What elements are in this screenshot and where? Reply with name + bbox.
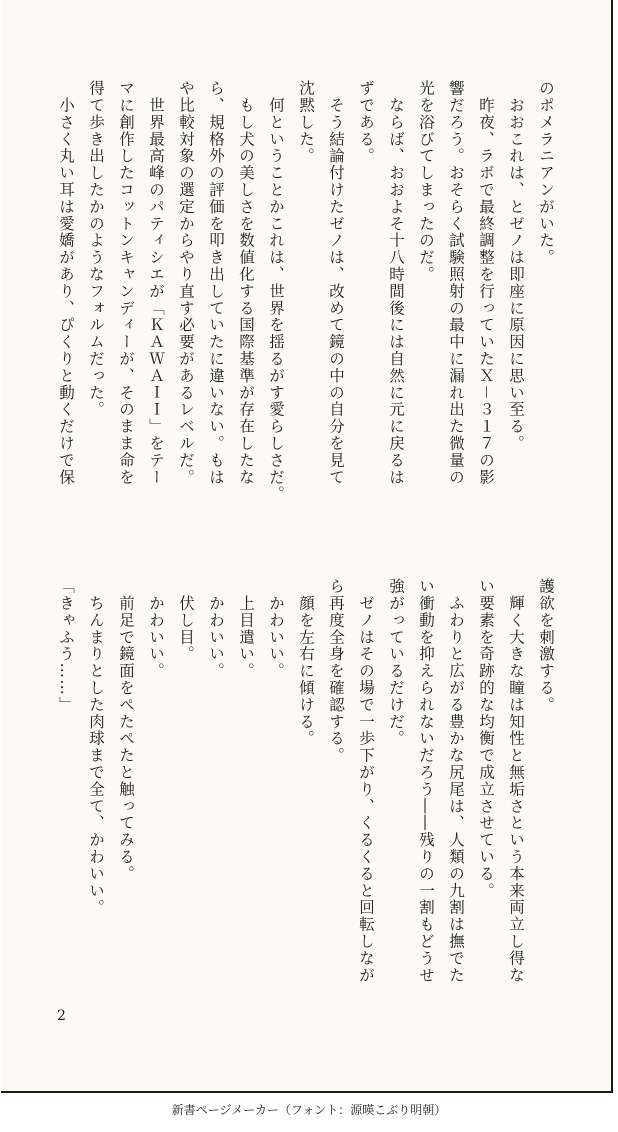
text-line: かわいい。 [267, 578, 285, 680]
lower-text-block [51, 578, 561, 998]
text-line: かわいい。 [207, 578, 225, 680]
text-line: 得て歩き出したかのようなフォルムだった。 [87, 80, 105, 418]
text-line: ならば、おおよそ十八時間後には自然に元に戻るは [387, 80, 405, 486]
text-line: 小さく丸い耳は愛嬌があり、ぴくりと動くだけで保 [57, 80, 75, 486]
text-line: 「きゃふう……」 [57, 578, 75, 714]
text-line: や比較対象の選定からやり直す必要があるレベルだ。 [177, 80, 195, 486]
text-line: 強がっているだけだ。 [387, 578, 405, 747]
text-line: 沈黙した。 [297, 80, 315, 165]
text-line: ずである。 [357, 80, 375, 165]
text-line: い要素を奇跡的な均衡で成立させている。 [477, 578, 495, 900]
upper-text-block [51, 80, 561, 560]
text-line: かわいい。 [147, 578, 165, 680]
text-line: そう結論付けたゼノは、改めて鏡の中の自分を見て [327, 80, 345, 486]
text-line: 何ということかこれは、世界を揺るがす愛らしさだ。 [267, 80, 285, 503]
text-line: い衝動を抑えられないだろう――残りの一割もどうせ [417, 578, 435, 984]
text-line: ら、規格外の評価を叩き出していたに違いない。もは [207, 80, 225, 486]
text-line: 昨夜、ラボで最終調整を行っていたＸ－３１７の影 [477, 80, 495, 486]
text-line: 前足で鏡面をぺたぺたと触ってみる。 [117, 578, 135, 883]
text-line: ら再度全身を確認する。 [327, 578, 345, 764]
text-line: 世界最高峰のパティシエが「ＫＡＷＡＩＩ」をテー [147, 80, 165, 486]
book-page [1, 0, 613, 1093]
text-line: ゼノはその場で一歩下がり、くるくると回転しなが [357, 578, 375, 984]
text-line: おおこれは、とゼノは即座に原因に思い至る。 [507, 80, 525, 452]
text-line: ちんまりとした肉球まで全て、かわいい。 [87, 578, 105, 916]
text-line: 響だろう。おそらく試験照射の最中に漏れ出た微量の [447, 80, 465, 486]
text-line: 伏し目。 [177, 578, 195, 663]
text-line: マに創作したコットンキャンディーが、そのまま命を [117, 80, 135, 486]
footer-credit: 新書ページメーカー（フォント：源暎こぶり明朝） [171, 1103, 447, 1117]
text-line: 顔を左右に傾ける。 [297, 578, 315, 747]
text-line: のポメラニアンがいた。 [537, 80, 555, 266]
text-line: 光を浴びてしまったのだ。 [417, 80, 435, 283]
text-line: 護欲を刺激する。 [537, 578, 555, 714]
text-line: ふわりと広がる豊かな尻尾は、人類の九割は撫でた [447, 578, 465, 984]
text-line: 輝く大きな瞳は知性と無垢さという本来両立し得な [507, 578, 525, 984]
text-line: もし犬の美しさを数値化する国際基準が存在したな [237, 80, 255, 486]
text-line: 上目遣い。 [237, 578, 255, 680]
page-number: 2 [57, 1008, 66, 1024]
